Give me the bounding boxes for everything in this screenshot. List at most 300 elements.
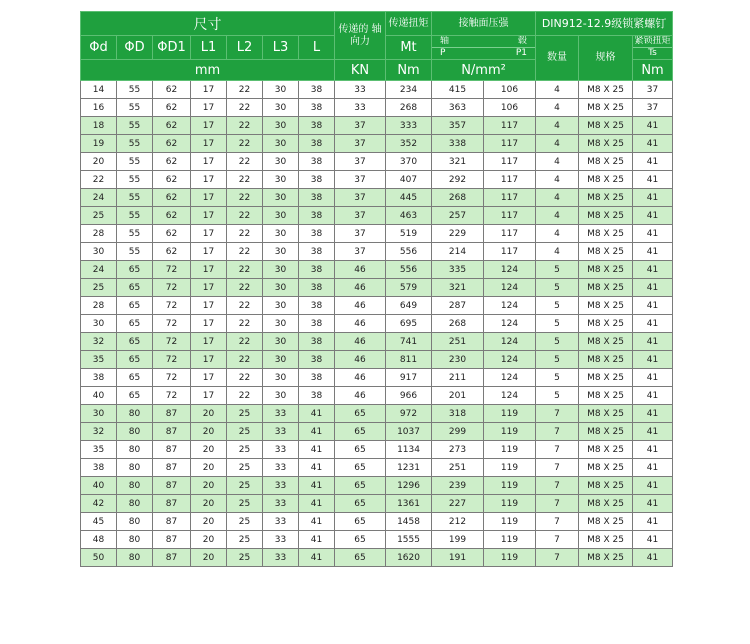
table-cell: 41 [633,405,673,423]
table-cell: 30 [263,315,299,333]
table-cell: 38 [81,459,117,477]
table-cell: 17 [191,351,227,369]
table-cell: 38 [299,369,335,387]
table-cell: 62 [153,135,191,153]
table-cell: 5 [536,297,579,315]
table-cell: 20 [191,495,227,513]
table-cell: 17 [191,243,227,261]
table-cell: 415 [432,81,484,99]
table-cell: 1037 [386,423,432,441]
table-cell: 33 [263,423,299,441]
table-cell: 30 [263,189,299,207]
table-cell: 65 [335,495,386,513]
table-cell: 16 [81,99,117,117]
table-cell: 62 [153,81,191,99]
table-cell: 5 [536,333,579,351]
table-cell: 124 [484,261,536,279]
table-cell: 191 [432,549,484,567]
table-cell: 87 [153,477,191,495]
table-cell: 55 [117,135,153,153]
table-cell: M8 X 25 [579,441,633,459]
table-cell: 17 [191,297,227,315]
table-cell: 55 [117,243,153,261]
table-cell: 321 [432,279,484,297]
table-cell: 41 [633,225,673,243]
table-cell: 87 [153,549,191,567]
table-cell: 4 [536,171,579,189]
table-row [81,207,673,225]
table-cell: 72 [153,279,191,297]
table-cell: 20 [191,531,227,549]
table-header [81,12,673,81]
table-cell: 41 [633,513,673,531]
table-cell: 38 [299,387,335,405]
table-cell: 5 [536,351,579,369]
table-cell: 117 [484,225,536,243]
table-cell: 20 [191,477,227,495]
table-cell: M8 X 25 [579,351,633,369]
unit-bolt-nm: Nm [633,60,673,81]
table-cell: 211 [432,369,484,387]
table-cell: 41 [633,153,673,171]
table-row [81,243,673,261]
table-cell: 65 [335,531,386,549]
table-cell: M8 X 25 [579,189,633,207]
table-cell: 80 [117,531,153,549]
table-cell: 25 [227,441,263,459]
table-cell: 38 [299,279,335,297]
table-cell: 124 [484,297,536,315]
table-cell: 45 [81,513,117,531]
table-cell: 119 [484,459,536,477]
unit-mm: mm [81,60,335,81]
table-cell: 19 [81,135,117,153]
table-cell: M8 X 25 [579,405,633,423]
contact-p1-label: P1 [515,48,528,58]
table-cell: 17 [191,225,227,243]
table-cell: 38 [299,135,335,153]
table-cell: M8 X 25 [579,495,633,513]
table-cell: M8 X 25 [579,243,633,261]
table-cell: 38 [299,297,335,315]
table-cell: 22 [227,153,263,171]
table-cell: 227 [432,495,484,513]
table-cell: 268 [432,189,484,207]
table-cell: 22 [81,171,117,189]
table-cell: 124 [484,315,536,333]
table-cell: 17 [191,387,227,405]
table-cell: 20 [191,405,227,423]
table-cell: 46 [335,387,386,405]
table-cell: 55 [117,189,153,207]
table-cell: 37 [633,99,673,117]
table-cell: 5 [536,261,579,279]
table-row [81,513,673,531]
table-cell: 65 [117,387,153,405]
table-cell: 62 [153,189,191,207]
table-cell: 25 [81,279,117,297]
table-cell: 33 [335,99,386,117]
table-cell: 966 [386,387,432,405]
table-cell: 119 [484,531,536,549]
table-cell: 463 [386,207,432,225]
table-cell: 18 [81,117,117,135]
contact-p-label: P [440,48,446,58]
table-cell: 1231 [386,459,432,477]
table-cell: 38 [299,171,335,189]
table-cell: 46 [335,297,386,315]
table-cell: 4 [536,135,579,153]
table-cell: 87 [153,495,191,513]
table-cell: 65 [117,315,153,333]
table-cell: 30 [263,225,299,243]
table-row [81,171,673,189]
table-cell: 268 [432,315,484,333]
table-cell: 695 [386,315,432,333]
table-cell: 41 [299,423,335,441]
table-cell: 22 [227,369,263,387]
table-cell: 22 [227,387,263,405]
table-cell: 65 [335,441,386,459]
contact-symbol-labels [432,47,535,59]
table-cell: 87 [153,441,191,459]
table-cell: 117 [484,135,536,153]
contact-sub-labels [432,36,535,47]
table-cell: 41 [299,513,335,531]
table-cell: 42 [81,495,117,513]
table-cell: M8 X 25 [579,513,633,531]
table-cell: 65 [335,513,386,531]
table-cell: 30 [263,99,299,117]
table-cell: 65 [335,459,386,477]
table-cell: 55 [117,225,153,243]
table-cell: 72 [153,315,191,333]
table-cell: 72 [153,333,191,351]
table-row [81,297,673,315]
table-cell: 46 [335,351,386,369]
table-cell: 50 [81,549,117,567]
table-cell: 22 [227,81,263,99]
table-cell: 46 [335,261,386,279]
table-row [81,135,673,153]
table-cell: 30 [263,297,299,315]
table-cell: M8 X 25 [579,297,633,315]
table-cell: 649 [386,297,432,315]
table-cell: 25 [227,459,263,477]
table-cell: 65 [117,351,153,369]
table-row [81,333,673,351]
table-cell: 17 [191,189,227,207]
table-cell: 30 [263,243,299,261]
table-cell: 556 [386,261,432,279]
table-cell: 1620 [386,549,432,567]
table-cell: 106 [484,81,536,99]
table-cell: 519 [386,225,432,243]
table-cell: 55 [117,207,153,225]
table-cell: 25 [227,423,263,441]
table-cell: 48 [81,531,117,549]
table-cell: 41 [633,297,673,315]
table-cell: 17 [191,153,227,171]
table-cell: 38 [299,189,335,207]
table-row [81,279,673,297]
table-cell: M8 X 25 [579,207,633,225]
table-cell: M8 X 25 [579,135,633,153]
table-cell: 22 [227,315,263,333]
table-cell: 201 [432,387,484,405]
table-row [81,531,673,549]
table-cell: 5 [536,315,579,333]
table-cell: 41 [633,135,673,153]
table-cell: 80 [117,405,153,423]
bolt-count-header: 数量 [536,36,579,81]
table-cell: 46 [335,315,386,333]
table-cell: 333 [386,117,432,135]
table-cell: M8 X 25 [579,549,633,567]
table-cell: 22 [227,171,263,189]
table-cell: 37 [335,153,386,171]
contact-shaft-label: 轴 [440,36,450,46]
table-cell: 30 [263,135,299,153]
table-row [81,405,673,423]
table-row [81,441,673,459]
table-cell: 1458 [386,513,432,531]
table-cell: 87 [153,405,191,423]
table-cell: M8 X 25 [579,117,633,135]
torque-header: 传递扭矩 [386,12,432,36]
table-cell: 41 [633,315,673,333]
table-cell: 251 [432,333,484,351]
table-cell: 917 [386,369,432,387]
table-cell: 17 [191,369,227,387]
table-cell: 17 [191,135,227,153]
table-cell: 30 [263,369,299,387]
table-cell: 30 [81,315,117,333]
col-L2-header: L2 [227,36,263,60]
table-cell: 25 [227,477,263,495]
table-cell: 37 [335,243,386,261]
table-cell: 106 [484,99,536,117]
col-L1-header: L1 [191,36,227,60]
table-cell: 32 [81,423,117,441]
table-cell: 80 [117,459,153,477]
table-cell: 65 [117,279,153,297]
table-cell: 38 [299,225,335,243]
table-cell: 119 [484,495,536,513]
table-cell: 65 [335,405,386,423]
table-cell: 65 [335,477,386,495]
table-cell: 117 [484,189,536,207]
table-cell: 65 [335,423,386,441]
table-cell: 239 [432,477,484,495]
table-cell: 40 [81,387,117,405]
col-D-header: ΦD [117,36,153,60]
table-cell: 41 [299,441,335,459]
table-cell: 62 [153,99,191,117]
table-cell: 30 [263,333,299,351]
table-cell: 40 [81,477,117,495]
table-cell: 30 [263,171,299,189]
table-cell: 87 [153,423,191,441]
table-cell: 741 [386,333,432,351]
table-cell: 37 [335,135,386,153]
table-cell: 87 [153,513,191,531]
table-cell: 87 [153,459,191,477]
table-cell: 17 [191,81,227,99]
table-cell: 268 [386,99,432,117]
table-cell: 30 [263,279,299,297]
table-cell: 41 [633,171,673,189]
table-cell: 25 [227,549,263,567]
table-cell: 363 [432,99,484,117]
table-cell: 556 [386,243,432,261]
table-cell: 80 [117,441,153,459]
table-cell: 17 [191,261,227,279]
table-cell: 22 [227,99,263,117]
table-cell: 80 [117,477,153,495]
table-cell: 38 [299,333,335,351]
table-cell: 117 [484,171,536,189]
table-cell: 22 [227,279,263,297]
table-cell: 119 [484,513,536,531]
table-cell: 20 [191,441,227,459]
table-cell: 4 [536,243,579,261]
table-cell: 35 [81,351,117,369]
table-cell: 38 [299,99,335,117]
table-cell: 62 [153,225,191,243]
table-cell: 32 [81,333,117,351]
table-cell: 37 [335,171,386,189]
table-row [81,117,673,135]
table-cell: 33 [263,495,299,513]
table-cell: 41 [633,351,673,369]
table-cell: 41 [633,423,673,441]
table-cell: 124 [484,333,536,351]
table-cell: M8 X 25 [579,369,633,387]
table-cell: M8 X 25 [579,423,633,441]
table-cell: 33 [263,477,299,495]
table-cell: 117 [484,117,536,135]
table-cell: 25 [227,495,263,513]
table-cell: 17 [191,315,227,333]
table-cell: 7 [536,477,579,495]
table-cell: 7 [536,441,579,459]
table-cell: 287 [432,297,484,315]
table-cell: 65 [117,297,153,315]
table-cell: 37 [335,117,386,135]
table-cell: 55 [117,117,153,135]
table-cell: 65 [335,549,386,567]
table-cell: 7 [536,459,579,477]
unit-nmm2: N/mm² [432,60,536,81]
table-cell: 22 [227,351,263,369]
table-cell: 119 [484,549,536,567]
table-cell: 357 [432,117,484,135]
table-cell: 212 [432,513,484,531]
table-cell: 20 [191,459,227,477]
table-cell: 20 [191,549,227,567]
table-cell: 119 [484,405,536,423]
table-cell: 35 [81,441,117,459]
table-cell: 25 [227,513,263,531]
table-cell: 7 [536,495,579,513]
table-cell: 5 [536,279,579,297]
table-cell: 33 [263,459,299,477]
table-row [81,99,673,117]
col-d-header: Φd [81,36,117,60]
table-row [81,495,673,513]
table-cell: 22 [227,225,263,243]
table-cell: M8 X 25 [579,171,633,189]
table-cell: 41 [633,279,673,297]
table-cell: 80 [117,513,153,531]
table-cell: 55 [117,171,153,189]
table-cell: 41 [299,549,335,567]
table-cell: 22 [227,243,263,261]
table-cell: M8 X 25 [579,153,633,171]
table-cell: 273 [432,441,484,459]
table-cell: M8 X 25 [579,333,633,351]
table-cell: 370 [386,153,432,171]
table-cell: 41 [633,207,673,225]
table-cell: 24 [81,189,117,207]
table-cell: 22 [227,135,263,153]
unit-kn: KN [335,60,386,81]
table-cell: 55 [117,81,153,99]
table-cell: 30 [263,153,299,171]
table-cell: 62 [153,171,191,189]
table-cell: 46 [335,369,386,387]
col-mt-header: Mt [386,36,432,60]
col-L3-header: L3 [263,36,299,60]
table-row [81,423,673,441]
table-cell: 318 [432,405,484,423]
table-cell: 87 [153,531,191,549]
axial-force-header: 传递的 轴向力 [335,12,386,60]
table-cell: 17 [191,171,227,189]
table-cell: 811 [386,351,432,369]
table-cell: 1555 [386,531,432,549]
table-cell: 30 [81,405,117,423]
table-cell: 55 [117,99,153,117]
table-cell: 41 [633,459,673,477]
table-cell: 119 [484,441,536,459]
table-cell: M8 X 25 [579,477,633,495]
table-cell: 5 [536,369,579,387]
table-cell: 22 [227,189,263,207]
table-cell: 41 [633,441,673,459]
table-cell: 38 [299,243,335,261]
table-cell: 28 [81,297,117,315]
table-cell: 80 [117,549,153,567]
size-group-header: 尺寸 [81,12,335,36]
table-cell: 65 [117,261,153,279]
table-cell: 72 [153,369,191,387]
table-cell: 338 [432,135,484,153]
bolt-torque-label: 紧锁扭矩 [634,36,671,46]
table-cell: 5 [536,387,579,405]
bolt-ts-label: Ts [633,47,672,59]
table-row [81,189,673,207]
table-cell: 38 [299,315,335,333]
table-cell: 124 [484,279,536,297]
table-cell: 1296 [386,477,432,495]
table-cell: 38 [299,81,335,99]
table-cell: 972 [386,405,432,423]
table-cell: 25 [227,405,263,423]
table-cell: 30 [81,243,117,261]
table-cell: 17 [191,99,227,117]
